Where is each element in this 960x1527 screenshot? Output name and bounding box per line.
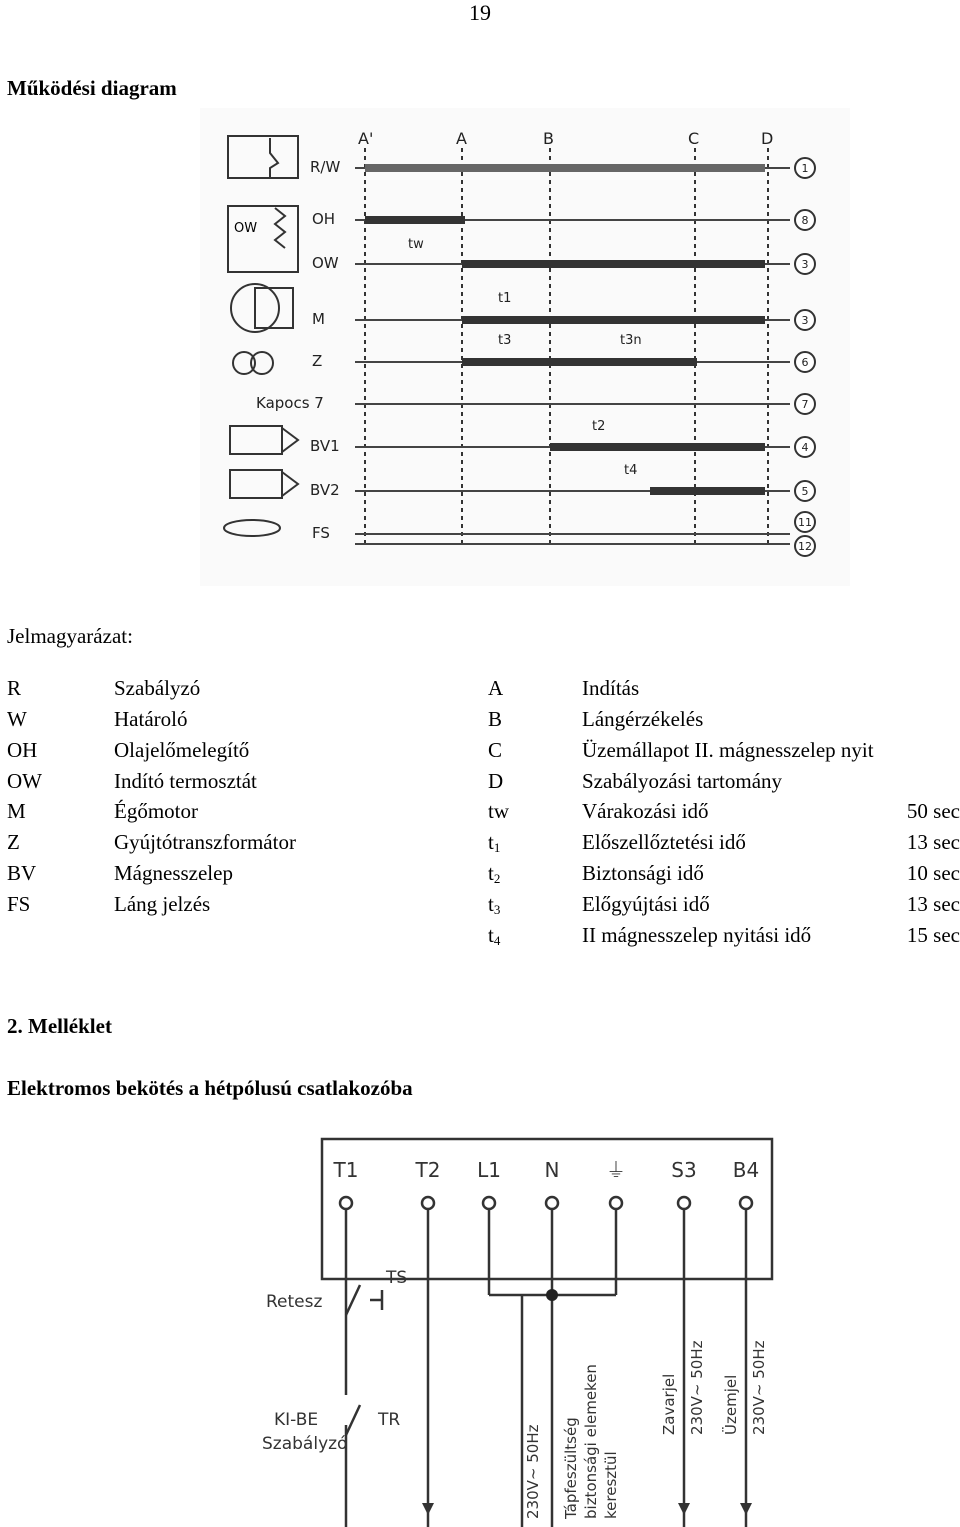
retesz-label: Retesz (266, 1292, 323, 1312)
supply-note-2: biztonsági elemeken (582, 1364, 600, 1519)
legend-name: Szabályozási tartomány (582, 769, 783, 793)
interval-label: t4 (624, 463, 638, 478)
legend-code: $t_1$ (488, 830, 501, 855)
legend-code: A (488, 676, 504, 700)
legend-code: $t_4$ (488, 923, 501, 948)
diagram-heading: Működési diagram (7, 76, 177, 100)
legend-value: 15 sec (906, 923, 960, 947)
legend-value: 13 sec (906, 892, 960, 916)
legend-code: BV (7, 861, 37, 885)
legend-code: OW (7, 769, 42, 793)
legend-value: 10 sec (906, 861, 960, 885)
legend-name: Biztonsági idő (582, 861, 704, 885)
terminal-label: L1 (477, 1158, 501, 1182)
supply-note-3: keresztül (602, 1451, 620, 1519)
szabalyzo-label: Szabályzó (262, 1434, 348, 1454)
legend-name: Indító termosztát (114, 769, 257, 793)
legend-code: tw (488, 799, 509, 823)
legend-name: Előgyújtási idő (582, 892, 710, 916)
interval-label: t3n (620, 333, 642, 348)
pin-number: 11 (798, 516, 812, 529)
run-voltage: 230V~ 50Hz (750, 1340, 768, 1435)
row-label: R/W (310, 158, 341, 176)
legend-title: Jelmagyarázat: (7, 624, 133, 648)
pin-number: 4 (801, 441, 809, 454)
pin-number: 6 (801, 356, 809, 369)
pin-number: 3 (801, 314, 809, 327)
legend-code: OH (7, 738, 38, 762)
row-label: BV2 (310, 481, 340, 499)
pin-number: 1 (801, 162, 809, 175)
terminal-label: T2 (415, 1158, 441, 1182)
supply-voltage-label: 230V~ 50Hz (524, 1424, 542, 1519)
legend-code: R (7, 676, 22, 700)
pin-number: 8 (801, 214, 809, 227)
wiring-diagram (250, 1135, 790, 1527)
supply-note-1: Tápfeszültség (562, 1417, 580, 1519)
row-label: OW (312, 254, 339, 272)
pin-number: 5 (801, 485, 809, 498)
wiring-heading: Elektromos bekötés a hétpólusú csatlakozóba (7, 1076, 413, 1100)
legend-code: B (488, 707, 503, 731)
tr-label: TR (378, 1410, 401, 1430)
legend-code: W (7, 707, 27, 731)
interval-label: t3 (498, 333, 512, 348)
legend-name: Láng jelzés (114, 892, 211, 916)
terminal-label: N (544, 1158, 560, 1182)
ow-box-label: OW (234, 221, 258, 236)
interval-label: t2 (592, 419, 606, 434)
legend-name: Gyújtótranszformátor (114, 830, 296, 854)
legend-name: Szabályzó (114, 676, 201, 700)
legend-code: Z (7, 830, 20, 854)
legend-name: Határoló (114, 707, 188, 731)
row-label: Kapocs 7 (256, 394, 324, 412)
terminal-label: ⏚ (606, 1158, 626, 1182)
phase-label: A' (358, 129, 374, 148)
legend-name: Várakozási idő (582, 799, 709, 823)
row-label: M (312, 310, 325, 328)
row-label: Z (312, 352, 323, 370)
legend-code: FS (7, 892, 31, 916)
phase-label: B (543, 129, 554, 148)
timing-diagram (200, 108, 850, 586)
row-label: OH (312, 210, 336, 228)
phase-label: D (761, 129, 774, 148)
legend-code: M (7, 799, 26, 823)
legend-code: $t_3$ (488, 892, 501, 917)
phase-label: C (688, 129, 700, 148)
interval-label: t1 (498, 291, 512, 306)
legend-name: Mágnesszelep (114, 861, 233, 885)
legend-code: D (488, 769, 504, 793)
pin-number: 7 (801, 398, 809, 411)
terminal-label: B4 (732, 1158, 760, 1182)
legend-name: Lángérzékelés (582, 707, 704, 731)
interval-label: tw (408, 237, 424, 252)
legend-name: Üzemállapot II. mágnesszelep nyit (582, 738, 874, 762)
phase-label: A (456, 129, 467, 148)
legend-value: 13 sec (906, 830, 960, 854)
page-number: 19 (469, 0, 491, 25)
legend-value: 50 sec (906, 799, 960, 823)
pin-number: 3 (801, 258, 809, 271)
terminal-label: T1 (333, 1158, 359, 1182)
legend-name: Indítás (582, 676, 640, 700)
ts-label: TS (386, 1268, 408, 1288)
annex-label: 2. Melléklet (7, 1014, 112, 1038)
kibe-label: KI-BE (274, 1410, 319, 1430)
legend-code: $t_2$ (488, 861, 501, 886)
legend-code: C (488, 738, 503, 762)
terminal-label: S3 (671, 1158, 697, 1182)
row-label: FS (312, 524, 330, 542)
row-label: BV1 (310, 437, 340, 455)
fault-label: Zavarjel (660, 1373, 678, 1435)
fault-voltage: 230V~ 50Hz (688, 1340, 706, 1435)
pin-number: 12 (798, 540, 812, 553)
legend-name: Előszellőztetési idő (582, 830, 746, 854)
legend-name: Égőmotor (114, 799, 198, 823)
run-label: Üzemjel (722, 1374, 740, 1435)
legend-name: II mágnesszelep nyitási idő (582, 923, 812, 947)
legend-name: Olajelőmelegítő (114, 738, 250, 762)
